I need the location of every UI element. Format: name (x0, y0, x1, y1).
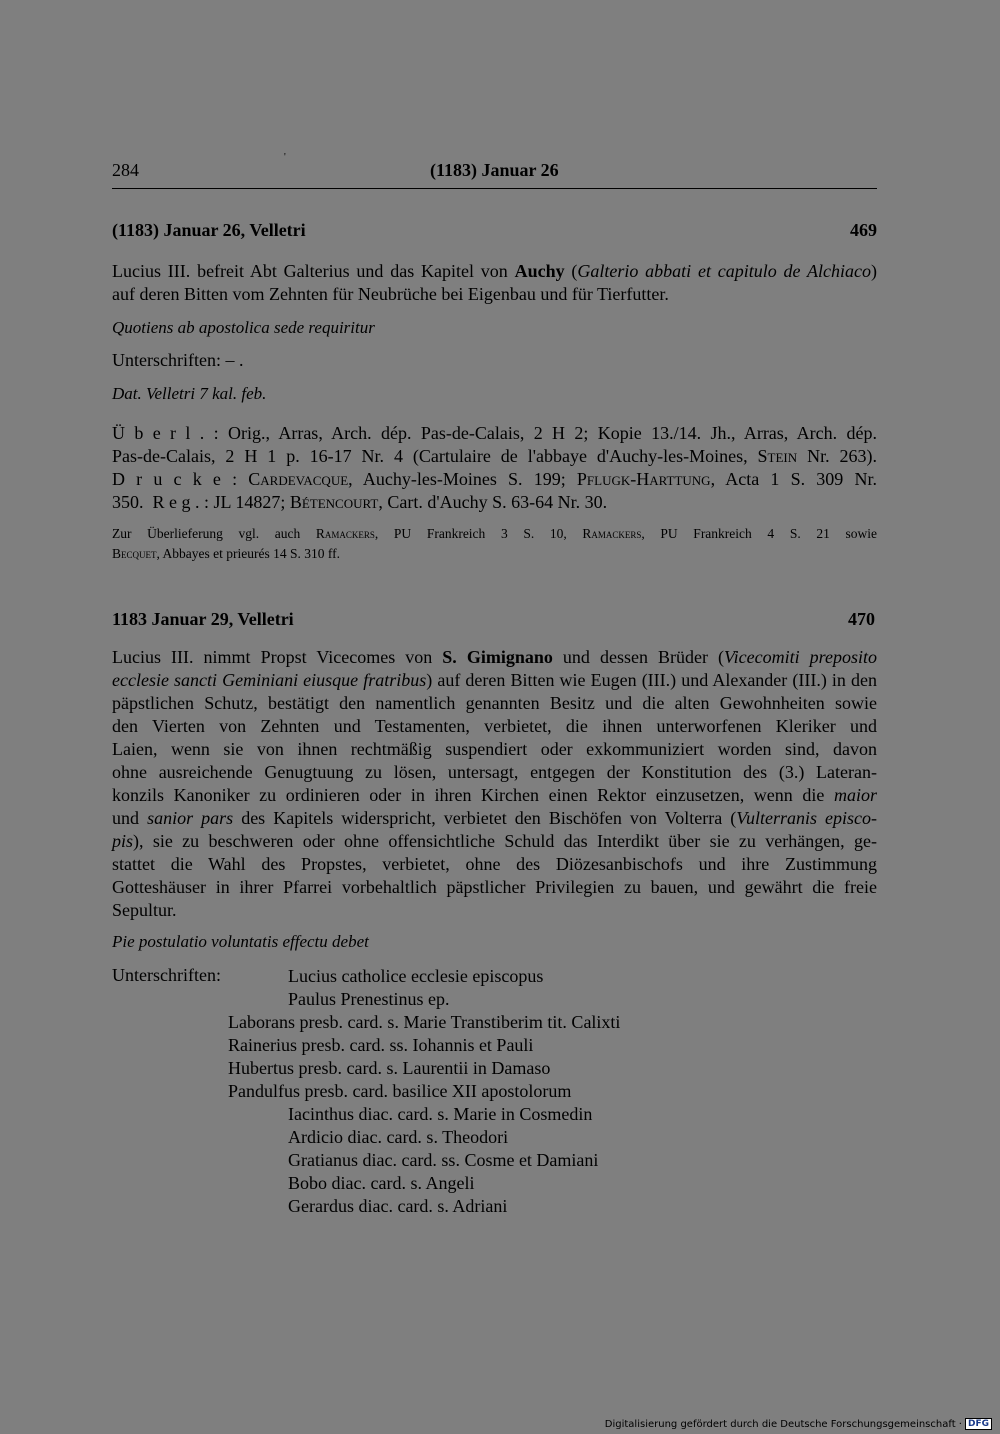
entry-469-title: (1183) Januar 26, Velletri (112, 220, 306, 240)
entry-469-subscriptions: Unterschriften: – . (112, 350, 244, 370)
signature-line: Laborans presb. card. s. Marie Transtiberim tit. Calixti (228, 1012, 621, 1032)
entry-469-dating: Dat. Velletri 7 kal. feb. (112, 384, 267, 403)
regest-line: auf deren Bitten vom Zehnten für Neubrüche bei Eigenbau und für Tierfutter. (112, 284, 669, 304)
regest-line: Sepultur. (112, 900, 177, 920)
regest-line: und sanior pars des Kapitels widerspricht, verbietet den Bischöfen von Volterra (Vulterranis episco- (112, 808, 877, 828)
tradition-line: 350. R e g . : JL 14827; Bétencourt, Cart. d'Auchy S. 63-64 Nr. 30. (112, 492, 608, 512)
signature-line: Ardicio diac. card. s. Theodori (288, 1127, 509, 1147)
printing-tick-mark: ' (284, 152, 286, 163)
regest-line: Gotteshäuser in ihrer Pfarrei vorbehaltlich päpstlicher Privilegien zu bauen, und gewährt die freie (112, 877, 877, 897)
dfg-logo: DFG (965, 1418, 992, 1430)
entry-469-incipit: Quotiens ab apostolica sede requiritur (112, 318, 375, 337)
regest-line: Lucius III. befreit Abt Galterius und das Kapitel von Auchy (Galterio abbati et capitulo de Alchiaco) (112, 261, 877, 281)
regest-line: den Vierten von Zehnten und Testamenten, verbietet, die ihnen unterworfenen Kleriker und (112, 716, 877, 736)
note-line: Zur Überlieferung vgl. auch Ramackers, PU Frankreich 3 S. 10, Ramackers, PU Frankreich 4 S. 21 sowie (112, 526, 877, 541)
running-head: (1183) Januar 26 (430, 160, 559, 180)
signature-line: Lucius catholice ecclesie episcopus (288, 966, 544, 986)
tradition-line: D r u c k e : Cardevacque, Auchy-les-Moines S. 199; Pflugk-Harttung, Acta 1 S. 309 Nr. (112, 469, 877, 489)
signature-line: Gratianus diac. card. ss. Cosme et Damiani (288, 1150, 599, 1170)
regest-line: Laien, wenn sie von ihnen rechtmäßig suspendiert oder exkommuniziert worden sind, davon (112, 739, 877, 759)
regest-line: ohne ausreichende Genugtuung zu lösen, untersagt, entgegen der Konstitution des (3.) Lateran- (112, 762, 877, 782)
signature-line: Gerardus diac. card. s. Adriani (288, 1196, 508, 1216)
regest-line: stattet die Wahl des Propstes, verbietet, ohne des Diözesanbischofs und ihre Zustimmung (112, 854, 877, 874)
entry-469-note (112, 524, 877, 564)
entry-470-incipit: Pie postulatio voluntatis effectu debet (112, 932, 369, 951)
entry-469-regest (112, 260, 877, 306)
page-number: 284 (112, 160, 139, 180)
regest-line: konzils Kanoniker zu ordinieren oder in ihren Kirchen einen Rektor einzusetzen, wenn die maior (112, 785, 877, 805)
note-line: Becquet, Abbayes et prieurés 14 S. 310 ff. (112, 546, 340, 561)
entry-470-subscriptions-label: Unterschriften: (112, 965, 221, 985)
regest-line: päpstlichen Schutz, bestätigt den namentlich genannten Besitz und die alten Gewohnheiten sowie (112, 693, 877, 713)
entry-470-regest (112, 646, 877, 922)
signature-line: Rainerius presb. card. ss. Iohannis et Pauli (228, 1035, 534, 1055)
tradition-line: Ü b e r l . : Orig., Arras, Arch. dép. Pas-de-Calais, 2 H 2; Kopie 13./14. Jh., Arras, Arch. dép. (112, 423, 877, 443)
regest-line: Lucius III. nimmt Propst Vicecomes von S. Gimignano und dessen Brüder (Vicecomiti preposito (112, 647, 878, 667)
regest-line: pis), sie zu beschweren oder ohne offensichtliche Schuld das Interdikt über sie zu verhängen, ge- (112, 831, 877, 851)
entry-470-title: 1183 Januar 29, Velletri (112, 609, 294, 629)
signature-line: Iacinthus diac. card. s. Marie in Cosmedin (288, 1104, 593, 1124)
funding-notice: Digitalisierung gefördert durch die Deutsche Forschungsgemeinschaft · (604, 1418, 962, 1430)
signature-line: Pandulfus presb. card. basilice XII apostolorum (228, 1081, 572, 1101)
signature-line: Bobo diac. card. s. Angeli (288, 1173, 475, 1193)
entry-469-tradition (112, 422, 877, 514)
page-header (112, 152, 877, 189)
signature-line: Hubertus presb. card. s. Laurentii in Damaso (228, 1058, 551, 1078)
regest-line: ecclesie sancti Geminiani eiusque fratribus) auf deren Bitten wie Eugen (III.) und Alexander (III.) in den (112, 670, 877, 690)
entry-469-number: 469 (850, 220, 877, 240)
tradition-line: Pas-de-Calais, 2 H 1 p. 16-17 Nr. 4 (Cartulaire de l'abbaye d'Auchy-les-Moines, Stein Nr. 263). (112, 446, 877, 466)
signature-line: Paulus Prenestinus ep. (288, 989, 450, 1009)
funding-footer (605, 1418, 992, 1430)
entry-470-number: 470 (848, 609, 875, 629)
